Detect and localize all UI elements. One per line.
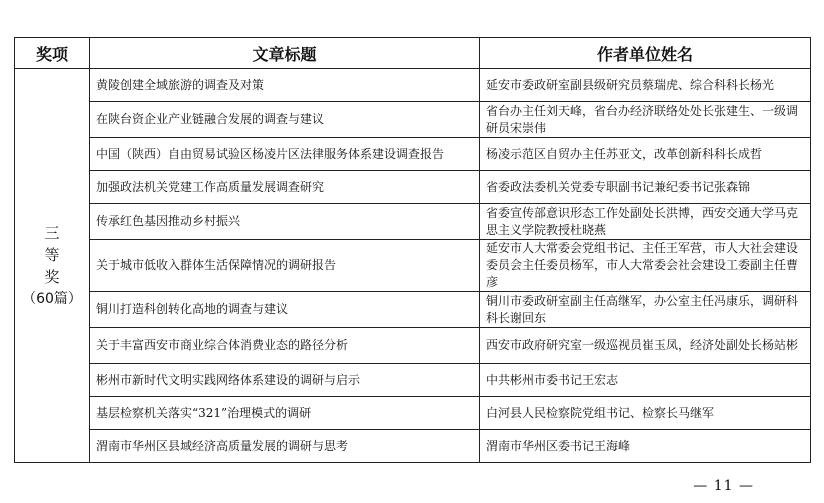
author-info: 省委政法委机关党委专职副书记兼纪委书记张森锦 [480, 171, 811, 204]
award-header: 奖项 [15, 38, 90, 69]
article-title: 传承红色基因推动乡村振兴 [90, 204, 480, 240]
author-header: 作者单位姓名 [480, 38, 811, 69]
table-row [15, 292, 811, 328]
table-row [15, 328, 811, 364]
article-title: 关于丰富西安市商业综合体消费业态的路径分析 [90, 328, 480, 364]
table-row [15, 171, 811, 204]
article-title: 加强政法机关党建工作高质量发展调查研究 [90, 171, 480, 204]
author-info: 省台办主任刘天峰，省台办经济联络处处长张建生、一级调研员宋崇伟 [480, 102, 811, 138]
award-char: 三 [44, 223, 60, 242]
table-row [15, 364, 811, 397]
article-title: 基层检察机关落实“321”治理模式的调研 [90, 397, 480, 430]
table-row [15, 138, 811, 171]
award-char: 奖 [44, 267, 60, 286]
article-title: 在陕台资企业产业链融合发展的调查与建议 [90, 102, 480, 138]
table-row [15, 102, 811, 138]
header-row [15, 38, 811, 69]
title-header: 文章标题 [90, 38, 480, 69]
article-title: 关于城市低收入群体生活保障情况的调研报告 [90, 240, 480, 292]
author-info: 渭南市华州区委书记王海峰 [480, 430, 811, 463]
table-row [15, 204, 811, 240]
award-char: 等 [44, 245, 60, 264]
page-number: — 11 — [693, 478, 754, 494]
award-level-cell [15, 69, 90, 463]
author-info: 延安市人大常委会党组书记、主任王军营，市人大社会建设委员会主任委员杨军，市人大常委会社会建设工委副主任曹彦 [480, 240, 811, 292]
author-info: 杨凌示范区自贸办主任苏亚文，改革创新科科长成哲 [480, 138, 811, 171]
article-title: 铜川打造科创转化高地的调查与建议 [90, 292, 480, 328]
award-count: （60篇） [22, 290, 82, 307]
author-info: 铜川市委政研室副主任高继军，办公室主任冯康乐，调研科科长谢回东 [480, 292, 811, 328]
table-row [15, 240, 811, 292]
author-info: 白河县人民检察院党组书记、检察长马继军 [480, 397, 811, 430]
awards-table [14, 37, 811, 463]
article-title: 渭南市华州区县域经济高质量发展的调研与思考 [90, 430, 480, 463]
table-row [15, 69, 811, 102]
table-row [15, 397, 811, 430]
author-info: 中共彬州市委书记王宏志 [480, 364, 811, 397]
author-info: 西安市政府研究室一级巡视员崔玉凤，经济处副处长杨站彬 [480, 328, 811, 364]
author-info: 延安市委政研室副县级研究员蔡瑞虎、综合科科长杨光 [480, 69, 811, 102]
table-row [15, 430, 811, 463]
article-title: 中国（陕西）自由贸易试验区杨凌片区法律服务体系建设调查报告 [90, 138, 480, 171]
article-title: 黄陵创建全域旅游的调查及对策 [90, 69, 480, 102]
author-info: 省委宣传部意识形态工作处副处长洪博，西安交通大学马克思主义学院教授杜晓燕 [480, 204, 811, 240]
article-title: 彬州市新时代文明实践网络体系建设的调研与启示 [90, 364, 480, 397]
